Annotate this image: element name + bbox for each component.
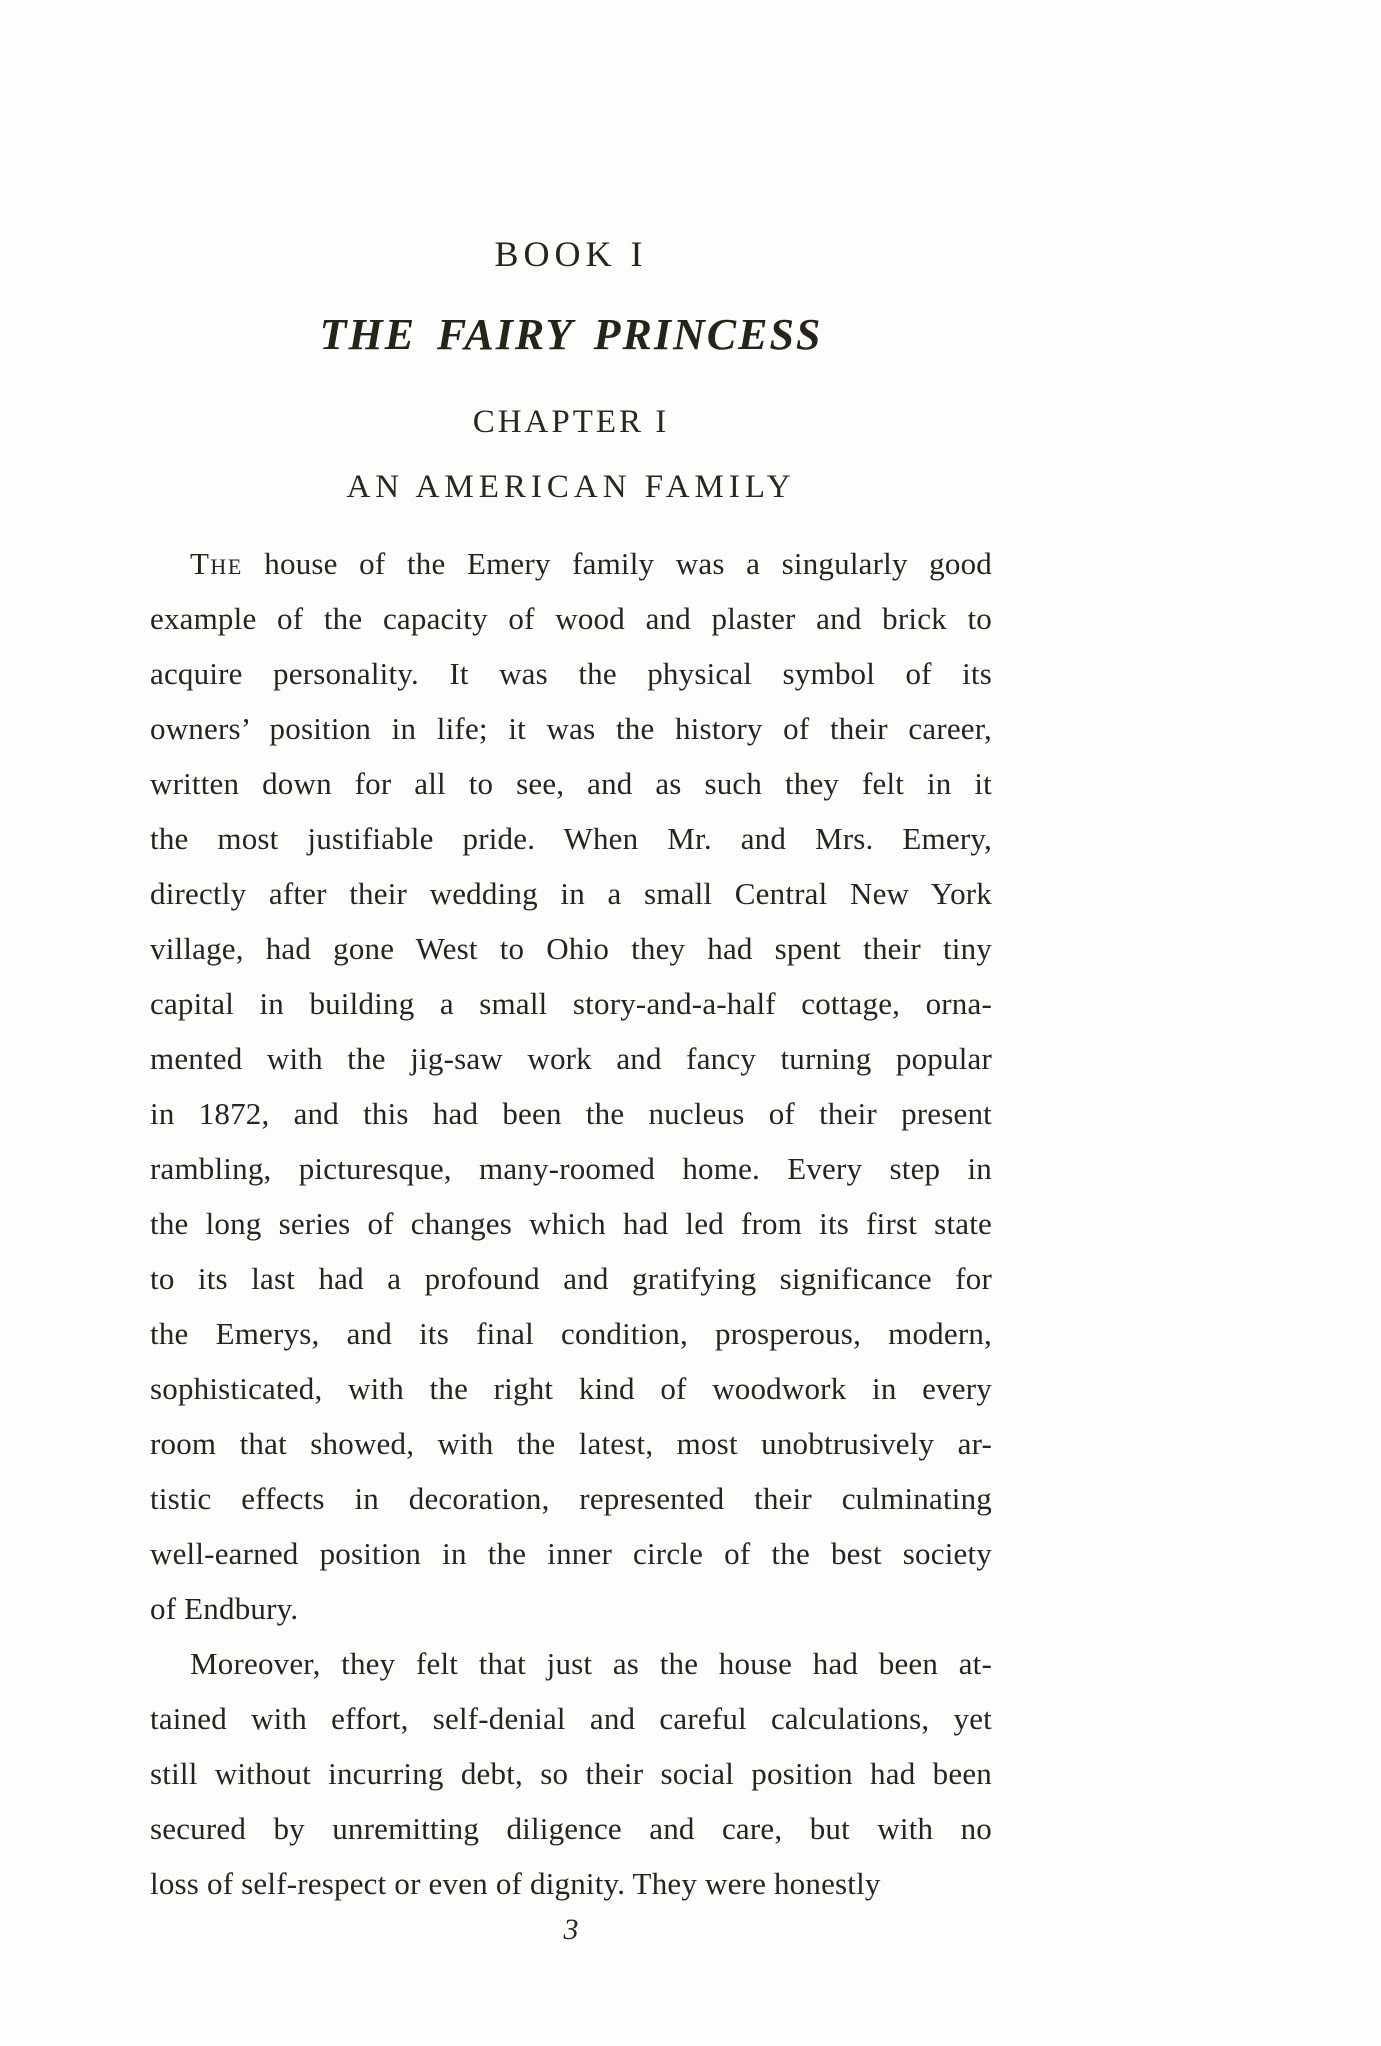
text-line: of Endbury. — [150, 1591, 299, 1626]
text-line: directly after their wedding in a small Central New York — [150, 876, 992, 911]
page-content — [150, 0, 992, 1947]
chapter-heading: CHAPTER I — [472, 404, 670, 440]
text-line: secured by unremitting diligence and care, but with no — [150, 1811, 992, 1846]
text-line: The house of the Emery family was a singularly good — [190, 546, 992, 581]
text-line: still without incurring debt, so their social position had been — [150, 1756, 992, 1791]
text-line: well-earned position in the inner circle of the best society — [150, 1536, 992, 1571]
body-text — [150, 536, 992, 1911]
text-line: in 1872, and this had been the nucleus of their present — [150, 1096, 992, 1131]
small-caps-lead: The — [190, 546, 243, 581]
text-line: tistic effects in decoration, represented their culminating — [150, 1481, 992, 1516]
page-number: 3 — [563, 1913, 579, 1946]
text-line: loss of self-respect or even of dignity. They were honestly — [150, 1866, 881, 1901]
text-line: the long series of changes which had led from its first state — [150, 1206, 992, 1241]
text-line: to its last had a profound and gratifying significance for — [150, 1261, 992, 1296]
text-line: the Emerys, and its final condition, prosperous, modern, — [150, 1316, 992, 1351]
text-line: room that showed, with the latest, most unobtrusively ar- — [150, 1426, 992, 1461]
paragraph — [150, 1636, 992, 1911]
text-line: rambling, picturesque, many-roomed home. Every step in — [150, 1151, 992, 1186]
text-line: village, had gone West to Ohio they had spent their tiny — [150, 931, 992, 966]
text-line: capital in building a small story-and-a-half cottage, orna- — [150, 986, 992, 1021]
text-line: example of the capacity of wood and plaster and brick to — [150, 601, 992, 636]
text-line: Moreover, they felt that just as the house had been at- — [190, 1646, 992, 1681]
text-line: sophisticated, with the right kind of woodwork in every — [150, 1371, 992, 1406]
text-line: owners’ position in life; it was the history of their career, — [150, 711, 992, 746]
text-line: the most justifiable pride. When Mr. and Mrs. Emery, — [150, 821, 992, 856]
text-line: mented with the jig-saw work and fancy turning popular — [150, 1041, 992, 1076]
chapter-title: AN AMERICAN FAMILY — [346, 469, 796, 505]
paragraph — [150, 536, 992, 1636]
text-line: tained with effort, self-denial and careful calculations, yet — [150, 1701, 992, 1736]
text-line: acquire personality. It was the physical symbol of its — [150, 656, 992, 691]
book-heading: BOOK I — [494, 234, 648, 274]
book-title: THE FAIRY PRINCESS — [319, 310, 823, 359]
text-line: written down for all to see, and as such they felt in it — [150, 766, 992, 801]
